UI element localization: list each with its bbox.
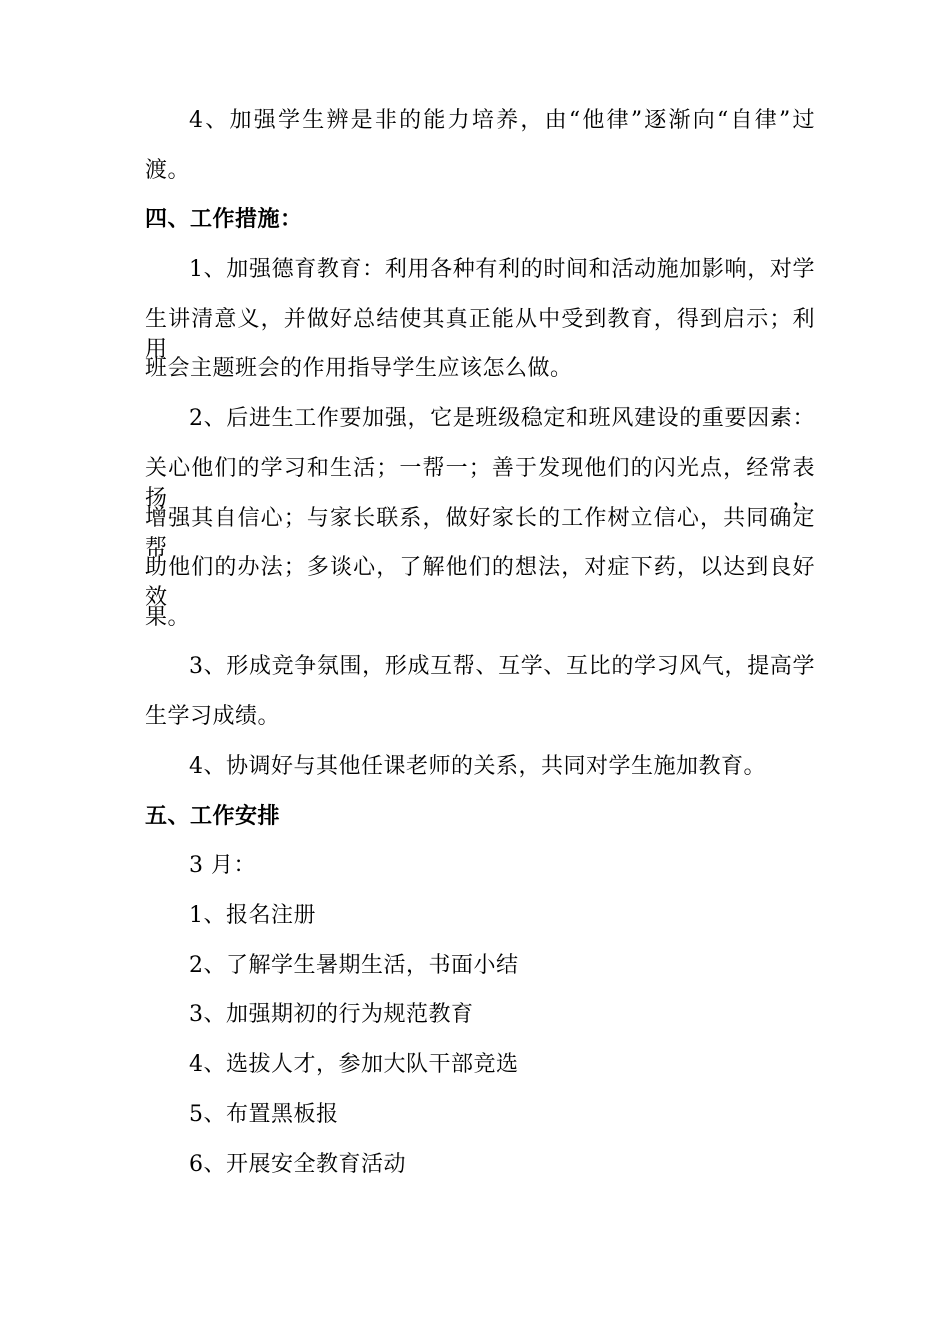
paragraph-line: 2、后进生工作要加强，它是班级稳定和班风建设的重要因素： <box>189 406 815 431</box>
list-item: 2、了解学生暑期生活，书面小结 <box>189 953 519 978</box>
paragraph-line: 4、加强学生辨是非的能力培养，由“他律”逐渐向“自律”过 <box>189 108 815 133</box>
paragraph-line: 助他们的办法；多谈心，了解他们的想法，对症下药，以达到良好效 <box>145 555 815 610</box>
month-label: 3 月： <box>189 853 256 878</box>
paragraph-line: 渡。 <box>145 158 191 183</box>
section-heading: 四、工作措施： <box>145 207 303 232</box>
list-item: 4、选拔人才，参加大队干部竞选 <box>189 1052 519 1077</box>
section-heading: 五、工作安排 <box>145 804 281 829</box>
paragraph-line: 增强其自信心；与家长联系，做好家长的工作树立信心，共同确定帮 <box>145 506 815 561</box>
paragraph-line: 生学习成绩。 <box>145 704 281 729</box>
paragraph-line: 班会主题班会的作用指导学生应该怎么做。 <box>145 356 573 381</box>
list-item: 5、布置黑板报 <box>189 1102 339 1127</box>
list-item: 1、报名注册 <box>189 903 316 928</box>
paragraph-line: 1、加强德育教育：利用各种有利的时间和活动施加影响，对学 <box>189 257 815 282</box>
paragraph-line: 果。 <box>145 605 191 630</box>
paragraph-line: 生讲清意义，并做好总结使其真正能从中受到教育，得到启示；利用 <box>145 307 815 362</box>
paragraph-line: 关心他们的学习和生活；一帮一；善于发现他们的闪光点，经常表扬， <box>145 456 815 511</box>
paragraph-line: 3、形成竞争氛围，形成互帮、互学、互比的学习风气，提高学 <box>189 654 815 679</box>
paragraph-line: 4、协调好与其他任课老师的关系，共同对学生施加教育。 <box>189 754 766 779</box>
list-item: 3、加强期初的行为规范教育 <box>189 1002 474 1027</box>
list-item: 6、开展安全教育活动 <box>189 1152 406 1177</box>
